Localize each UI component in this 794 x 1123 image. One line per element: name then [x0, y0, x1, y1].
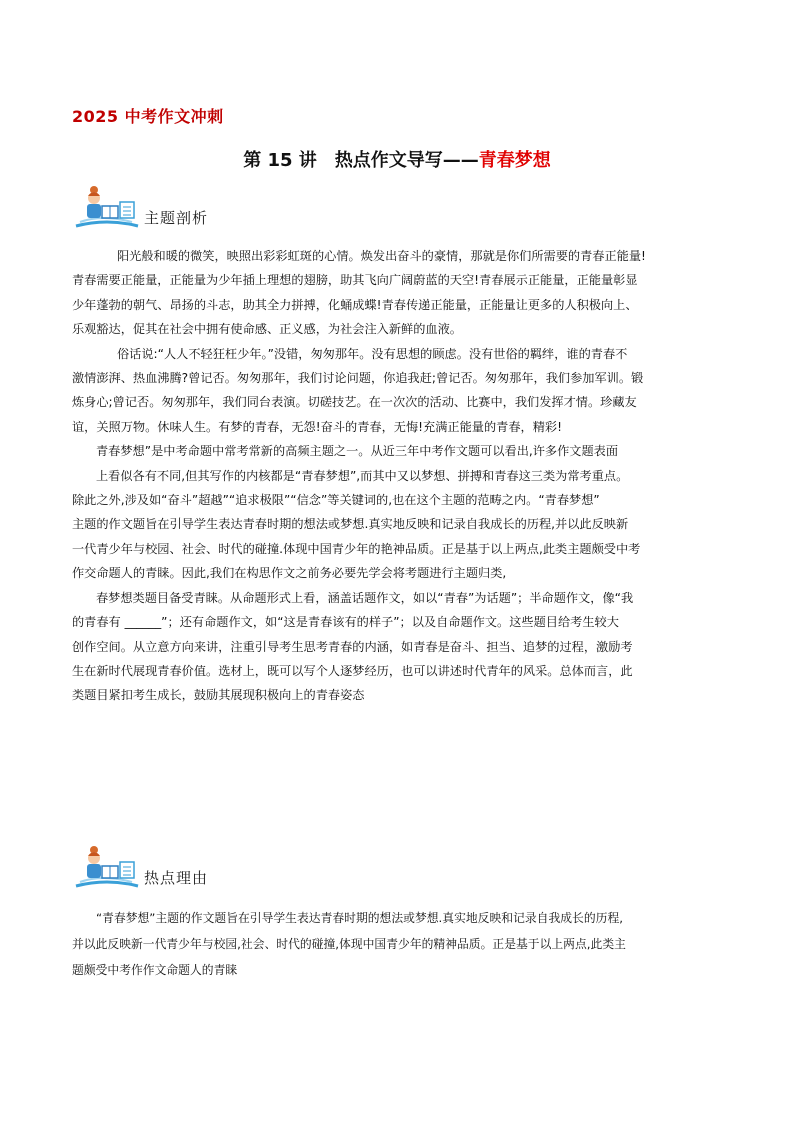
paragraph-line: 春梦想类题目备受青睐。从命题形式上看，涵盖话题作文，如以“青春”为话题”；半命题作文，像“我: [96, 590, 634, 605]
lecture-title-prefix: 第 15 讲 热点作文导写——: [243, 150, 479, 171]
lecture-title: [0, 146, 794, 172]
section-heading-analysis: [72, 180, 208, 230]
paragraph-line: “青春梦想”主题的作文题旨在引导学生表达青春时期的想法或梦想.真实地反映和记录自我成长的历程,: [96, 911, 623, 925]
paragraph-line: 一代青少年与校园、社会、时代的碰撞.体现中国青少年的艳神品质。正是基于以上两点,此类主题颇受中考: [72, 541, 641, 556]
paragraph-line: 俗话说:“人人不轻狂枉少年。”没错，匆匆那年。没有思想的顾虑。没有世俗的羁绊，谁的青春不: [117, 346, 628, 361]
paragraph-line: 谊，关照万物。休味人生。有梦的青春，无怨!奋斗的青春，无悔!充满正能量的青春，精彩!: [72, 419, 562, 434]
series-title: 2025 中考作文冲刺: [72, 107, 224, 126]
section-body-analysis: [72, 244, 732, 708]
paragraph-line: 作交命题人的青睐。因此,我们在构思作文之前务必要先学会将考题进行主题归类,: [72, 566, 507, 581]
paragraph-line: 题颇受中考作作文命题人的青睐: [72, 963, 238, 977]
paragraph-line: 激情澎湃、热血沸腾?曾记否。匆匆那年，我们讨论问题，你追我赶;曾记否。匆匆那年，我们参加军训。锻: [72, 371, 644, 386]
student-reading-icon: [72, 840, 142, 890]
paragraph-line: 青春需要正能量，正能量为少年插上理想的翅膀，助其飞向广阔蔚蓝的天空!青春展示正能量，正能量彰显: [72, 273, 638, 288]
paragraph-line: 生在新时代展现青春价值。选材上，既可以写个人逐梦经历，也可以讲述时代青年的风采。总体而言，此: [72, 663, 633, 678]
section-label-analysis: 主题剖析: [144, 209, 209, 227]
paragraph-line: 炼身心;曾记否。匆匆那年，我们同台表演。切磋技艺。在一次次的活动、比赛中，我们发挥才情。珍藏友: [72, 395, 637, 410]
paragraph-line: 乐观豁达，促其在社会中拥有使命感、正义感，为社会注入新鲜的血液。: [72, 322, 462, 337]
paragraph-line: 创作空间。从立意方向来讲，注重引导考生思考青春的内涵，如青春是奋斗、担当、追梦的过程，激励考: [72, 639, 633, 654]
section-label-reason: 热点理由: [144, 869, 209, 887]
paragraph-line: 少年蓬勃的朝气、昂扬的斗志，助其全力拼搏，化蛹成蝶!青春传递正能量，正能量让更多的人积极向上、: [72, 297, 638, 312]
lecture-title-highlight: 青春梦想: [478, 150, 551, 171]
section-body-reason: [72, 905, 732, 983]
paragraph-line: 的青春有 ______”；还有命题作文，如“这是青春该有的样子”；以及自命题作文。这些题目给考生较大: [72, 615, 619, 630]
section-heading-reason: [72, 840, 208, 890]
paragraph-line: 并以此反映新一代青少年与校园,社会、时代的碰撞,体现中国青少年的精神品质。正是基于以上两点,此类主: [72, 937, 626, 951]
paragraph-line: 除此之外,涉及如“奋斗”超越”“追求极限”“信念”等关键词的,也在这个主题的范畴之内。“青春梦想”: [72, 493, 600, 508]
paragraph-line: 类题目紧扣考生成长，鼓励其展现积极向上的青春姿态: [72, 688, 365, 703]
paragraph-line: 阳光般和暖的微笑，映照出彩彩虹斑的心情。焕发出奋斗的豪情，那就是你们所需要的青春正能量!: [117, 249, 646, 263]
paragraph-line: 青春梦想”是中考命题中常考常新的高频主题之一。从近三年中考作文题可以看出,许多作文题表面: [96, 444, 619, 459]
paragraph-line: 上看似各有不同,但其写作的内核都是“青春梦想”,而其中又以梦想、拼搏和青春这三类为常考重点。: [96, 468, 629, 483]
paragraph-line: 主题的作文题旨在引导学生表达青春时期的想法或梦想.真实地反映和记录自我成长的历程,并以此反映新: [72, 517, 629, 532]
student-reading-icon: [72, 180, 142, 230]
